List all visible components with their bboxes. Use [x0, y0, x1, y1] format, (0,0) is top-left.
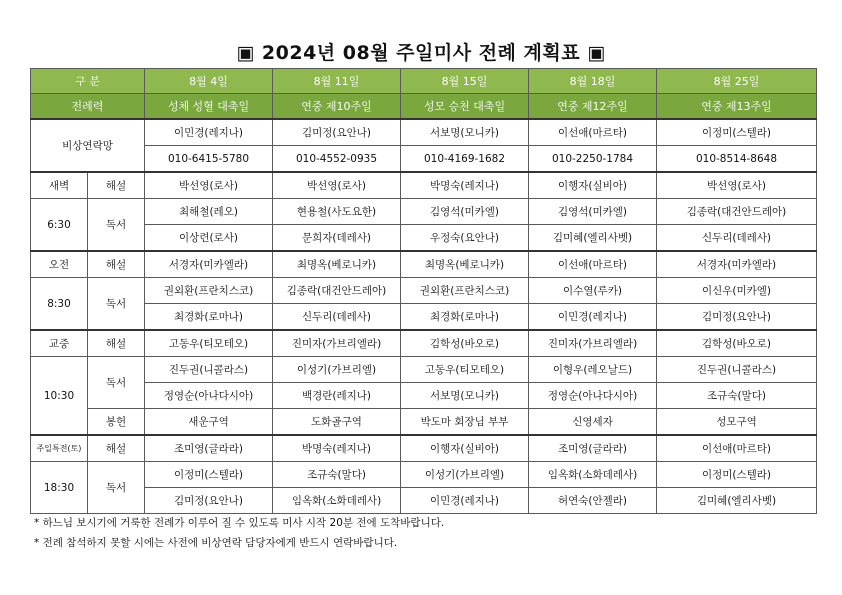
assignee-cell: 이행자(실비아) — [529, 172, 657, 199]
assignee-cell: 성모구역 — [657, 409, 817, 436]
assignee-cell: 최경화(로마나) — [401, 304, 529, 331]
liturgy-header-row — [31, 94, 817, 120]
assignee-cell: 진미자(가브리엘라) — [273, 330, 401, 357]
mass-period-label: 새벽 — [31, 172, 88, 199]
mass-1830-reading-row — [31, 488, 817, 514]
emergency-name: 김미정(요안나) — [273, 119, 401, 146]
assignee-cell: 김학성(바오로) — [401, 330, 529, 357]
mass-period-label: 주일특전(토) — [31, 435, 88, 462]
assignee-cell: 이상련(로사) — [145, 225, 273, 252]
assignee-cell: 이성기(가브리엘) — [273, 357, 401, 383]
date-cell: 8월 18일 — [529, 69, 657, 94]
assignee-cell: 김미혜(엘리사벳) — [529, 225, 657, 252]
mass-630-commentary-row — [31, 172, 817, 199]
assignee-cell: 조미영(글라라) — [145, 435, 273, 462]
assignee-cell: 고동우(티모테오) — [401, 357, 529, 383]
mass-time: 6:30 — [31, 199, 88, 252]
assignee-cell: 박선영(로사) — [145, 172, 273, 199]
page-title: ▣ 2024년 08월 주일미사 전례 계획표 ▣ — [236, 42, 606, 64]
mass-1830-commentary-row — [31, 435, 817, 462]
role-label: 독서 — [88, 199, 145, 252]
assignee-cell: 김종락(대건안드레아) — [657, 199, 817, 225]
assignee-cell: 조미영(글라라) — [529, 435, 657, 462]
assignee-cell: 서경자(미카엘라) — [657, 251, 817, 278]
mass-period-label: 교중 — [31, 330, 88, 357]
assignee-cell: 서보명(모니카) — [401, 383, 529, 409]
assignee-cell: 진두권(니콜라스) — [145, 357, 273, 383]
assignee-cell: 백경란(레지나) — [273, 383, 401, 409]
assignee-cell: 김미혜(엘리사벳) — [657, 488, 817, 514]
emergency-phone-row — [31, 146, 817, 173]
emergency-phone: 010-4552-0935 — [273, 146, 401, 173]
assignee-cell: 이민경(레지나) — [529, 304, 657, 331]
liturgy-cell: 성체 성혈 대축일 — [145, 94, 273, 120]
mass-time: 18:30 — [31, 462, 88, 514]
mass-time: 10:30 — [31, 357, 88, 436]
role-label: 해설 — [88, 172, 145, 199]
notes — [34, 513, 444, 553]
assignee-cell: 정영순(아나다시아) — [145, 383, 273, 409]
assignee-cell: 이민경(레지나) — [401, 488, 529, 514]
assignee-cell: 도화골구역 — [273, 409, 401, 436]
assignee-cell: 우정숙(요안나) — [401, 225, 529, 252]
mass-time: 8:30 — [31, 278, 88, 331]
emergency-phone: 010-8514-8648 — [657, 146, 817, 173]
mass-1830-reading-row — [31, 462, 817, 488]
mass-1030-reading-row — [31, 383, 817, 409]
assignee-cell: 권외환(프란치스코) — [401, 278, 529, 304]
assignee-cell: 임옥화(소화데레사) — [529, 462, 657, 488]
assignee-cell: 서경자(미카엘라) — [145, 251, 273, 278]
emergency-phone: 010-6415-5780 — [145, 146, 273, 173]
assignee-cell: 이정미(스텔라) — [145, 462, 273, 488]
assignee-cell: 신두리(데레사) — [657, 225, 817, 252]
mass-830-reading-row — [31, 304, 817, 331]
assignee-cell: 김영석(미카엘) — [401, 199, 529, 225]
assignee-cell: 최명옥(베로니카) — [273, 251, 401, 278]
date-cell: 8월 11일 — [273, 69, 401, 94]
assignee-cell: 이선애(마르타) — [529, 251, 657, 278]
role-label: 독서 — [88, 462, 145, 514]
assignee-cell: 박선영(로사) — [657, 172, 817, 199]
mass-1030-commentary-row — [31, 330, 817, 357]
emergency-name-row — [31, 119, 817, 146]
assignee-cell: 김학성(바오로) — [657, 330, 817, 357]
mass-1030-reading-row — [31, 357, 817, 383]
assignee-cell: 신두리(데레사) — [273, 304, 401, 331]
assignee-cell: 박명숙(레지나) — [401, 172, 529, 199]
assignee-cell: 권외환(프란치스코) — [145, 278, 273, 304]
liturgy-header: 전례력 — [31, 94, 145, 120]
assignee-cell: 최명옥(베로니카) — [401, 251, 529, 278]
role-label: 해설 — [88, 435, 145, 462]
assignee-cell: 최해철(레오) — [145, 199, 273, 225]
role-label: 독서 — [88, 357, 145, 409]
assignee-cell: 박명숙(레지나) — [273, 435, 401, 462]
role-label: 독서 — [88, 278, 145, 331]
assignee-cell: 이성기(가브리엘) — [401, 462, 529, 488]
mass-830-reading-row — [31, 278, 817, 304]
assignee-cell: 임옥화(소화데레사) — [273, 488, 401, 514]
assignee-cell: 이형우(레오날드) — [529, 357, 657, 383]
mass-period-label: 오전 — [31, 251, 88, 278]
assignee-cell: 이수열(루카) — [529, 278, 657, 304]
assignee-cell: 이정미(스텔라) — [657, 462, 817, 488]
mass-630-reading-row — [31, 225, 817, 252]
date-cell: 8월 15일 — [401, 69, 529, 94]
role-label: 해설 — [88, 251, 145, 278]
assignee-cell: 김미정(요안나) — [145, 488, 273, 514]
emergency-phone: 010-4169-1682 — [401, 146, 529, 173]
assignee-cell: 허연숙(안젤라) — [529, 488, 657, 514]
mass-1030-offertory-row — [31, 409, 817, 436]
date-cell: 8월 25일 — [657, 69, 817, 94]
role-label: 봉헌 — [88, 409, 145, 436]
liturgy-cell: 연중 제13주일 — [657, 94, 817, 120]
liturgy-cell: 성모 승천 대축일 — [401, 94, 529, 120]
emergency-name: 이선애(마르타) — [529, 119, 657, 146]
assignee-cell: 문희자(데레사) — [273, 225, 401, 252]
assignee-cell: 고동우(티모테오) — [145, 330, 273, 357]
note-absence: * 전례 참석하지 못할 시에는 사전에 비상연락 담당자에게 반드시 연락바랍니다. — [34, 537, 398, 549]
assignee-cell: 조규숙(말다) — [657, 383, 817, 409]
assignee-cell: 김미정(요안나) — [657, 304, 817, 331]
assignee-cell: 새운구역 — [145, 409, 273, 436]
assignee-cell: 신영세자 — [529, 409, 657, 436]
assignee-cell: 이행자(실비아) — [401, 435, 529, 462]
emergency-name: 서보명(모니카) — [401, 119, 529, 146]
mass-630-reading-row — [31, 199, 817, 225]
assignee-cell: 이신우(미카엘) — [657, 278, 817, 304]
assignee-cell: 박선영(로사) — [273, 172, 401, 199]
emergency-name: 이정미(스텔라) — [657, 119, 817, 146]
emergency-label: 비상연락망 — [31, 119, 145, 172]
assignee-cell: 정영순(아나다시아) — [529, 383, 657, 409]
assignee-cell: 현용철(사도요한) — [273, 199, 401, 225]
assignee-cell: 조규숙(말다) — [273, 462, 401, 488]
mass-830-commentary-row — [31, 251, 817, 278]
assignee-cell: 진두권(니콜라스) — [657, 357, 817, 383]
date-cell: 8월 4일 — [145, 69, 273, 94]
emergency-phone: 010-2250-1784 — [529, 146, 657, 173]
category-header: 구 분 — [31, 69, 145, 94]
role-label: 해설 — [88, 330, 145, 357]
assignee-cell: 진미자(가브리엘라) — [529, 330, 657, 357]
assignee-cell: 김영석(미카엘) — [529, 199, 657, 225]
date-header-row — [31, 69, 817, 94]
assignee-cell: 최경화(로마나) — [145, 304, 273, 331]
liturgy-cell: 연중 제10주일 — [273, 94, 401, 120]
emergency-name: 이민경(레지나) — [145, 119, 273, 146]
liturgy-cell: 연중 제12주일 — [529, 94, 657, 120]
assignee-cell: 김종락(대건안드레아) — [273, 278, 401, 304]
assignee-cell: 이선애(마르타) — [657, 435, 817, 462]
assignee-cell: 박도마 회장님 부부 — [401, 409, 529, 436]
note-arrival: * 하느님 보시기에 거룩한 전례가 이루어 질 수 있도록 미사 시작 20분 전에 도착바랍니다. — [34, 517, 445, 529]
schedule-table — [30, 68, 817, 514]
